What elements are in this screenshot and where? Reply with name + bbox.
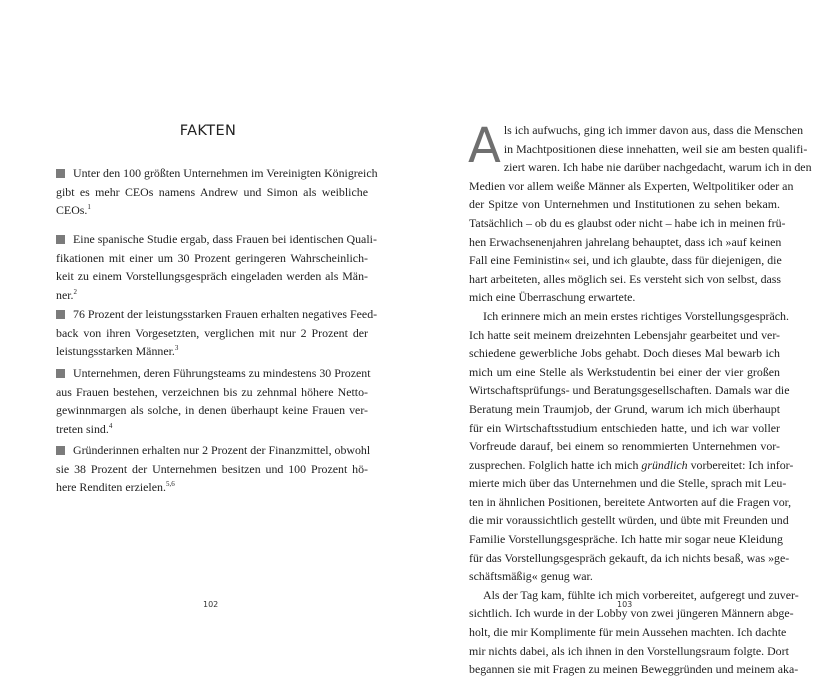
paragraph-1 [468,118,812,307]
footnote-marker: 1 [87,203,91,211]
body-text-run: zusprechen. Folglich hatte ich mich [469,457,642,472]
body-line: hart arbeiteten, alles möglich sei. Es versteht sich von selbst, dass [469,271,782,286]
footnote-marker: 3 [174,344,179,352]
body-line: ten in ähnlichen Positionen, bereitete Antworten auf die Fragen vor, [469,494,792,509]
left-page [0,0,416,648]
fact-line-last [56,201,368,220]
fact-line-last [56,286,368,305]
fact-item [56,364,371,438]
fact-item [56,305,378,361]
square-bullet-icon [56,169,65,178]
body-line: Beratung mein Traumjob, der Grund, warum ich mich überhaupt [469,401,780,416]
footnote-marker: 2 [73,287,77,296]
emphasis: gründlich [641,457,688,472]
fact-line-text: ner. [56,287,74,302]
body-line: mir nichts dabei, als ich ihnen in den Vorstellungsraum folgte. Dort [469,643,789,658]
fact-item [56,441,371,497]
footnote-marker: 4 [108,421,113,430]
body-line: mierte mich über das Unternehmen und die Stelle, sprach mit Leu- [469,476,787,491]
body-line: begannen sie mit Fragen zu meinen Beweggründen und meinem aka- [469,662,799,677]
body-line: holt, die mir Komplimente für mein Aussehen machten. Ich dachte [469,625,787,640]
body-line: Ich hatte seit meinem dreizehnten Lebensjahr gearbeitet und ver- [469,327,780,342]
right-page [416,0,833,677]
body-line: mich um eine Stelle als Werkstudentin bei einer der vier großen [469,364,780,379]
fact-line-text: leistungsstarken Männer. [56,344,175,358]
body-line: in Machtpositionen diese innehatten, weil sie am besten qualifi- [503,141,808,156]
body-text-run: vorbereitet: Ich infor- [687,457,794,472]
body-line: Als der Tag kam, fühlte ich mich vorbereitet, aufgeregt und zuver- [483,587,799,602]
fact-line-text: treten sind. [56,421,109,436]
body-line: schiedene gewerbliche Jobs gehabt. Doch dieses Mal bewarb ich [469,346,780,361]
body-line: Vorfreude darauf, bei einem so renommierten Unternehmen vor- [469,439,780,454]
fact-line: aus Frauen bestehen, verzeichnen bis zu zehnmal höhere Netto- [56,384,368,399]
body-text [468,118,812,679]
fact-line-text: here Renditen erzielen. [56,480,166,494]
fact-line: Unter den 100 größten Unternehmen im Vereinigten Königreich [73,166,378,180]
square-bullet-icon [56,310,65,319]
body-line: schäftsmäßig« genug war. [469,569,593,584]
body-line: Fall eine Feministin« sei, und ich glaubte, dass für diejenigen, die [469,253,782,268]
fact-line: back von ihren Vorgesetzten, verglichen mit nur 2 Prozent der [56,325,368,340]
fact-line-last [56,478,368,497]
fact-line-text: CEOs. [56,203,88,217]
footnote-marker: 5,6 [165,480,175,488]
fact-line: 76 Prozent der leistungsstarken Frauen erhalten negatives Feed- [73,307,378,321]
body-line: der Spitze von Unternehmen und Institutionen zu sehen bekam. [469,197,780,212]
fact-item [56,164,378,220]
fact-line: gibt es mehr CEOs namens Andrew und Simon als weibliche [56,184,368,199]
body-line: sichtlich. Ich wurde in der Lobby von zwei jüngeren Männern abge- [469,606,794,621]
fact-line: sie 38 Prozent der Unternehmen besitzen und 100 Prozent hö- [56,461,368,476]
fact-line: Unternehmen, deren Führungsteams zu mindestens 30 Prozent [73,366,371,380]
body-line: für ein Wirtschaftsstudium entschieden hatte, und ich war voller [469,420,780,435]
body-line: Medien vor allem weiße Männer als Experten, Weltpolitiker oder an [469,178,794,193]
fact-line: Gründerinnen erhalten nur 2 Prozent der Finanzmittel, obwohl [73,443,371,457]
body-line-mixed [469,456,794,475]
page-number-right: 103 [617,600,633,609]
fact-line: keit zu einem Vorstellungsgespräch eingeladen werden als Män- [56,269,368,283]
square-bullet-icon [56,235,65,244]
body-line: für das Vorstellungsgespräch gekauft, da ich nichts besaß, was »ge- [469,550,790,565]
body-line: Wirtschaftsprüfungs- und Beratungsgesellschaften. Damals war die [469,383,790,398]
fact-line: gewinnmargen als solche, in denen überhaupt keine Frauen ver- [56,403,368,417]
page-number-left: 102 [203,600,219,609]
body-line: ls ich aufwuchs, ging ich immer davon aus, dass die Menschen [503,123,804,137]
drop-cap: A [468,118,501,174]
fact-line: fikationen mit einer um 30 Prozent geringeren Wahrscheinlich- [56,250,368,265]
body-line: hen Erwachsenenjahren jahrelang behauptet, dass ich »auf keinen [469,234,782,249]
fact-line-last [56,420,368,439]
body-line: ziert waren. Ich habe nie darüber nachgedacht, warum ich in den [503,160,812,175]
page-heading: FAKTEN [179,123,237,139]
fact-item [56,230,377,304]
body-line: Tatsächlich – ob du es glaubst oder nicht – habe ich in meinen frü- [469,215,786,230]
paragraph-2 [469,307,794,586]
fact-line-last [56,342,368,361]
body-line: Ich erinnere mich an mein erstes richtiges Vorstellungsgespräch. [483,308,789,323]
body-line: Familie Vorstellungsgespräche. Ich hatte mir sogar neue Kleidung [469,532,783,547]
square-bullet-icon [56,446,65,455]
body-line: die mir voraussichtlich gestellt würden, und übte mit Freunden und [469,513,789,528]
fact-line: Eine spanische Studie ergab, dass Frauen bei identischen Quali- [73,232,377,246]
square-bullet-icon [56,369,65,378]
body-line: mich eine Überraschung erwartete. [469,290,636,305]
